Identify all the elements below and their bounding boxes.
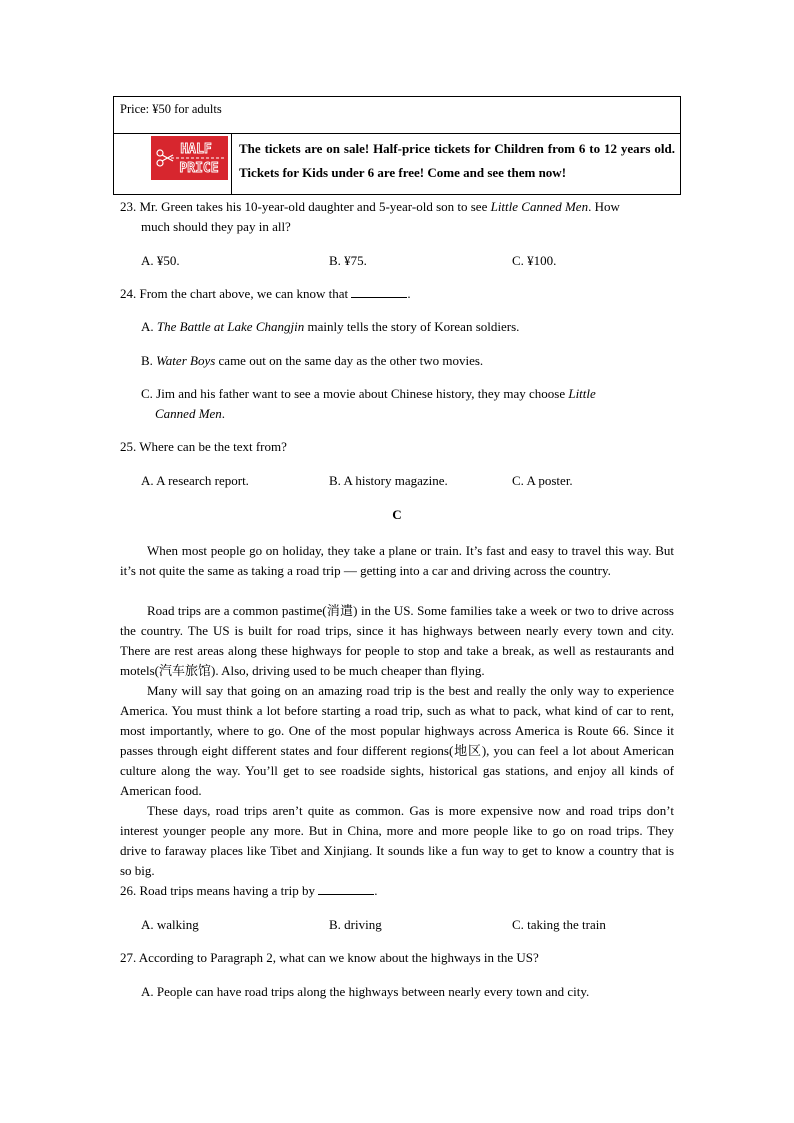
q24-stem: 24. From the chart above, we can know that — [120, 286, 349, 301]
q24-a-title: The Battle at Lake Changjin — [156, 319, 305, 334]
question-25: 25. Where can be the text from? — [120, 439, 287, 454]
q26-blank — [318, 882, 374, 895]
q26-stem: 26. Road trips means having a trip by — [120, 883, 315, 898]
badge-half-text: HALF — [180, 142, 212, 157]
q24-c-title-2: Canned Men — [155, 406, 222, 421]
passage-paragraph-2: Road trips are a common pastime(消遣) in the US. Some families take a week or two to drive across the country. The US is built for road trips, since it has highways between nearly every town and city. There are rest areas along these highways for people to stop and take a break, as well as restaurants and motels(汽车旅馆). Also, driving used to be much cheaper than flying. — [120, 603, 674, 678]
q23-option-b: B. ¥75. — [329, 253, 367, 268]
q24-c-title-1: Little — [568, 386, 596, 401]
q26-stem-end: . — [374, 883, 378, 898]
q27-option-a: A. People can have road trips along the highways between nearly every town and city. — [141, 984, 590, 999]
sale-text: The tickets are on sale! Half-price tickets for Children from 6 to 12 years old. Tickets for Kids under 6 are free! Come and see them now! — [239, 141, 675, 180]
q24-a-rest: mainly tells the story of Korean soldiers. — [304, 319, 520, 334]
q23-stem-pre: 23. Mr. Green takes his 10-year-old daughter and 5-year-old son to see — [120, 199, 491, 214]
q23-title: Little Canned Men — [490, 199, 589, 214]
q24-b-title: Water Boys — [156, 353, 216, 368]
q24-c-text: C. Jim and his father want to see a movie about Chinese history, they may choose — [141, 386, 569, 401]
question-26 — [120, 881, 377, 901]
price-row — [114, 97, 680, 134]
question-23 — [120, 197, 620, 217]
q25-option-a: A. A research report. — [141, 473, 249, 488]
q25-option-b: B. A history magazine. — [329, 473, 448, 488]
q23-option-a: A. ¥50. — [141, 253, 180, 268]
half-price-badge-image — [151, 136, 228, 180]
q24-option-a — [141, 317, 519, 337]
q23-option-c: C. ¥100. — [512, 253, 557, 268]
q23-line2: much should they pay in all? — [141, 219, 291, 234]
q24-blank — [351, 285, 407, 298]
badge-price-text: PRICE — [179, 161, 219, 176]
question-27: 27. According to Paragraph 2, what can we know about the highways in the US? — [120, 950, 539, 965]
q26-option-c: C. taking the train — [512, 917, 606, 932]
half-price-badge — [151, 136, 228, 180]
price-line: Price: ¥50 for adults — [120, 102, 222, 116]
q24-b-label: B. — [141, 353, 157, 368]
q24-b-rest: came out on the same day as the other two movies. — [215, 353, 484, 368]
table-divider — [231, 134, 232, 195]
q25-option-c: C. A poster. — [512, 473, 573, 488]
q26-option-b: B. driving — [329, 917, 382, 932]
section-title: C — [392, 507, 402, 522]
q24-option-c — [141, 384, 596, 404]
passage-paragraph-4: These days, road trips aren’t quite as common. Gas is more expensive now and road trips don’t interest younger people any more. But in China, more and more people like to go on road trips. They drive to faraway places like Tibet and Xinjiang. It sounds like a fun way to get to know a country that is so big. — [120, 803, 674, 878]
passage-paragraph-1: When most people go on holiday, they take a plane or train. It’s fast and easy to travel this way. But it’s not quite the same as taking a road trip — getting into a car and driving across the country. — [120, 543, 674, 578]
ticket-table — [113, 96, 681, 195]
q23-stem-post: . How — [588, 199, 620, 214]
q24-c-end: . — [221, 406, 226, 421]
q24-option-c-line2 — [155, 404, 225, 424]
q26-option-a: A. walking — [141, 917, 199, 932]
passage-paragraph-3: Many will say that going on an amazing road trip is the best and really the only way to experience America. You must think a lot before starting a road trip, such as what to pack, what kind of car to rent, most importantly, where to go. One of the most popular highways across America is Route 66. Since it passes through eight different states and four different regions(地区), you can feel a lot about American culture along the way. You’ll get to see roadside sights, historical gas stations, and enjoy all kinds of American food. — [120, 683, 674, 798]
q24-stem-end: . — [407, 286, 411, 301]
q24-a-label: A. — [141, 319, 157, 334]
q24-option-b — [141, 351, 483, 371]
question-24 — [120, 284, 411, 304]
